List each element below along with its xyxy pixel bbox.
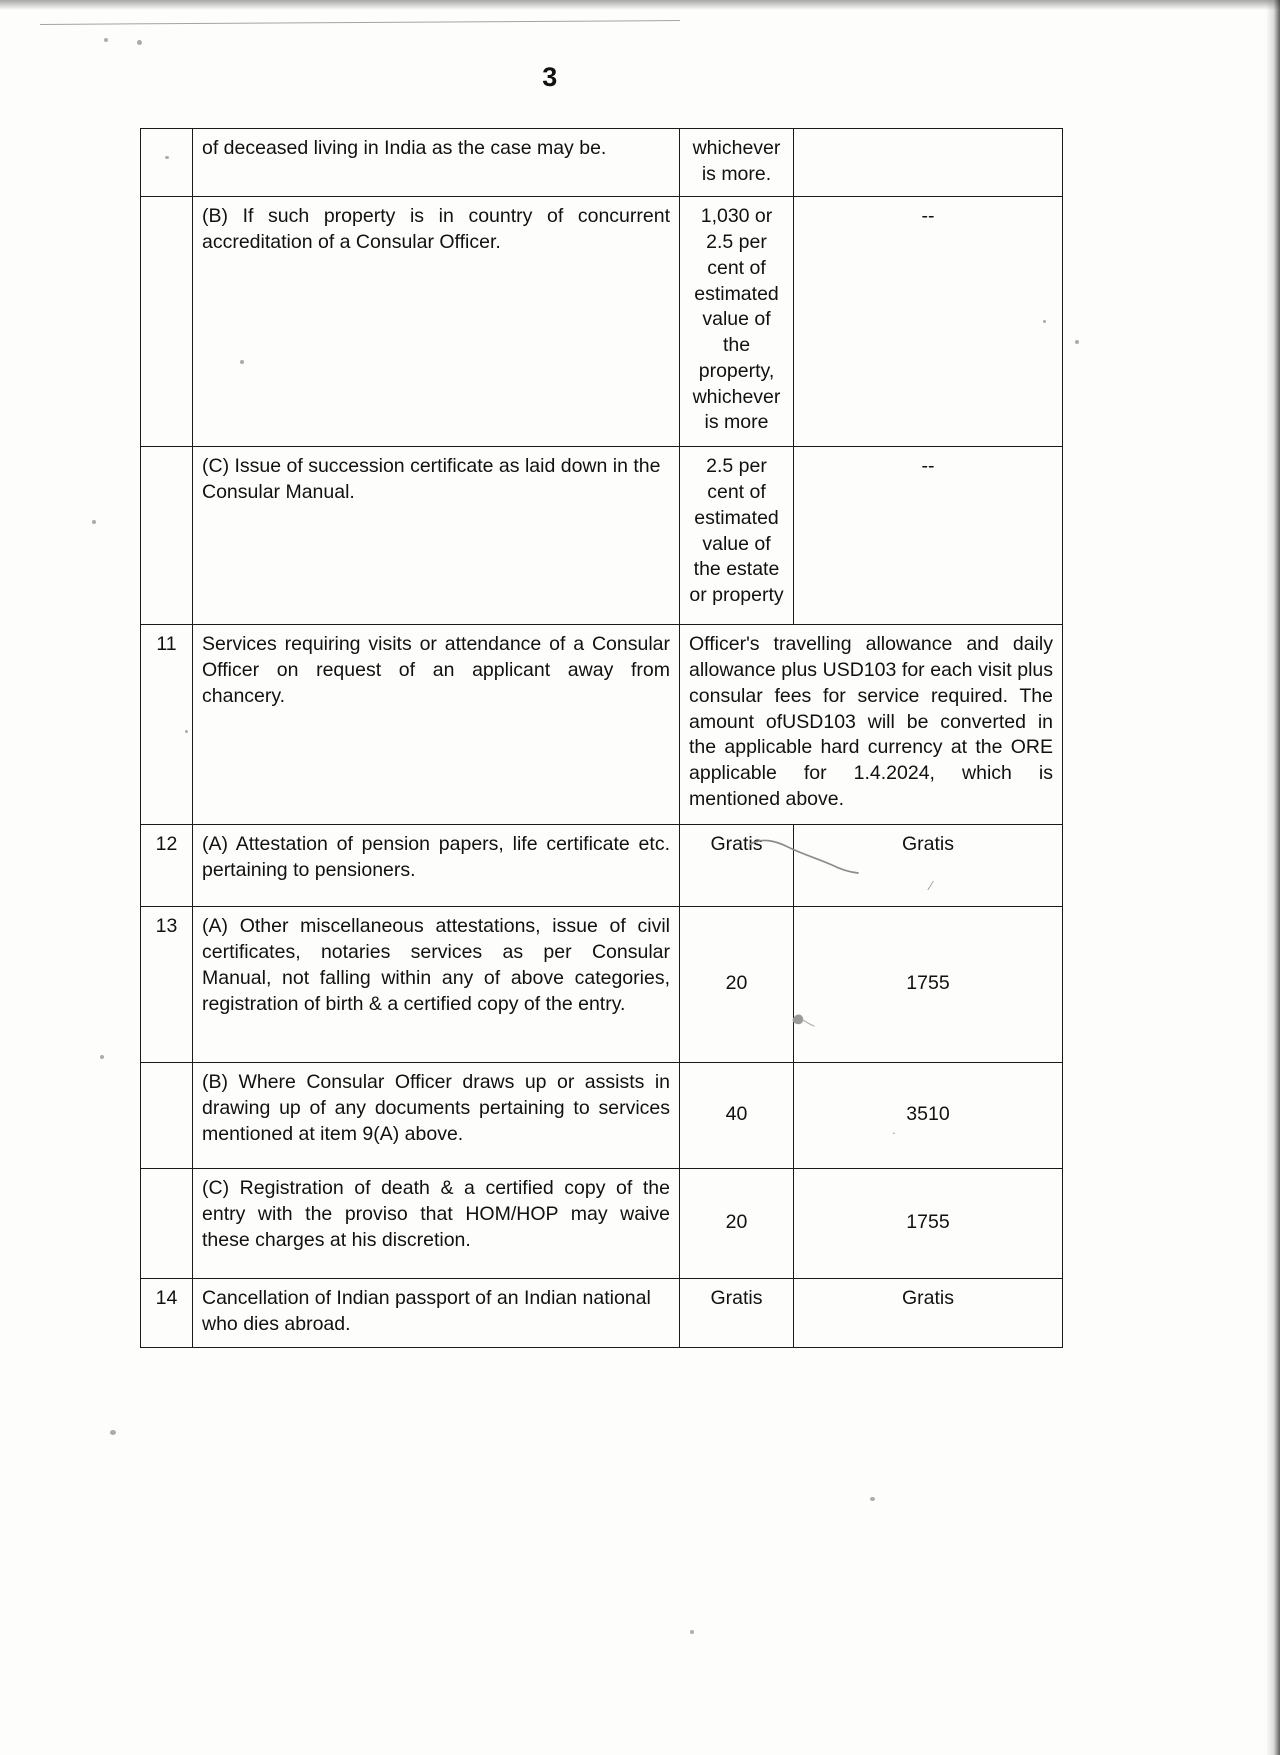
row-fee-merged: Officer's travelling allowance and daily allowance plus USD103 for each visit plus consular fees for service required. The amount ofUSD103 will be converted in the applicable hard currency at the ORE applicable for 1.4.2024, which is mentioned above. [680, 625, 1063, 825]
table-row [141, 1169, 1063, 1279]
faint-pencil-mark: ⁄ [930, 878, 933, 893]
row-description: (A) Attestation of pension papers, life certificate etc. pertaining to pensioners. [193, 825, 680, 907]
row-fee-usd: Gratis [680, 1279, 794, 1347]
row-serial-number [141, 197, 193, 447]
row-description: of deceased living in India as the case may be. [193, 129, 680, 197]
faint-pencil-mark: . [892, 1122, 896, 1137]
fee-schedule-table-container [140, 128, 1062, 1348]
scan-top-edge-shadow [0, 0, 1280, 10]
row-fee-local: 1755 [794, 907, 1063, 1063]
row-fee-local: Gratis [794, 825, 1063, 907]
row-serial-number [141, 1063, 193, 1169]
row-fee-usd: whichever is more. [680, 129, 794, 197]
row-fee-local: 3510 [794, 1063, 1063, 1169]
table-row [141, 447, 1063, 625]
row-fee-local: Gratis [794, 1279, 1063, 1347]
table-row [141, 1063, 1063, 1169]
page-number: 3 [542, 62, 558, 92]
row-fee-local: -- [794, 447, 1063, 625]
scan-speck [110, 1430, 116, 1435]
row-description: (A) Other miscellaneous attestations, issue of civil certificates, notaries services as per Consular Manual, not falling within any of above categories, registration of birth & a certified copy of the entry. [193, 907, 680, 1063]
row-description: (C) Registration of death & a certified copy of the entry with the proviso that HOM/HOP may waive these charges at his discretion. [193, 1169, 680, 1279]
row-fee-usd: Gratis [680, 825, 794, 907]
row-description: (B) If such property is in country of concurrent accreditation of a Consular Officer. [193, 197, 680, 447]
row-serial-number: 11 [141, 625, 193, 825]
row-description: (B) Where Consular Officer draws up or assists in drawing up of any documents pertaining to services mentioned at item 9(A) above. [193, 1063, 680, 1169]
row-serial-number: 14 [141, 1279, 193, 1347]
row-fee-local: -- [794, 197, 1063, 447]
row-serial-number [141, 1169, 193, 1279]
fee-schedule-table [140, 128, 1063, 1348]
table-row [141, 625, 1063, 825]
row-fee-usd: 20 [680, 907, 794, 1063]
scan-speck [104, 38, 108, 42]
scan-speck [1075, 340, 1079, 344]
row-description: (C) Issue of succession certificate as laid down in the Consular Manual. [193, 447, 680, 625]
row-fee-usd: 1,030 or 2.5 per cent of estimated value of the property, whichever is more [680, 197, 794, 447]
table-row [141, 825, 1063, 907]
row-serial-number [141, 129, 193, 197]
table-row [141, 197, 1063, 447]
scan-skew-artifact-line [40, 20, 680, 25]
row-serial-number: 12 [141, 825, 193, 907]
row-fee-usd: 20 [680, 1169, 794, 1279]
table-row [141, 1279, 1063, 1347]
row-fee-local: 1755 [794, 1169, 1063, 1279]
row-fee-usd: 40 [680, 1063, 794, 1169]
row-fee-usd: 2.5 per cent of estimated value of the estate or property [680, 447, 794, 625]
row-serial-number [141, 447, 193, 625]
row-description: Cancellation of Indian passport of an Indian national who dies abroad. [193, 1279, 680, 1347]
table-row [141, 907, 1063, 1063]
scan-speck [92, 520, 96, 524]
scan-speck [137, 40, 142, 45]
scan-speck [690, 1630, 694, 1634]
table-row [141, 129, 1063, 197]
row-description: Services requiring visits or attendance of a Consular Officer on request of an applicant away from chancery. [193, 625, 680, 825]
row-fee-local [794, 129, 1063, 197]
scan-speck [870, 1497, 875, 1501]
scan-right-edge-shadow [1266, 0, 1280, 1755]
row-serial-number: 13 [141, 907, 193, 1063]
scan-speck [100, 1055, 104, 1059]
